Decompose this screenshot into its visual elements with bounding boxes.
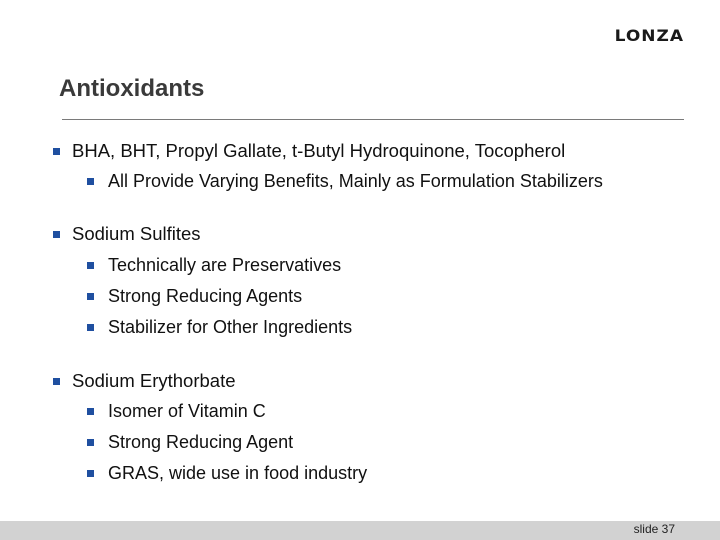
sub-bullet-item (87, 401, 266, 422)
sub-bullet-text: Technically are Preservatives (108, 255, 342, 275)
square-bullet-icon (87, 439, 94, 446)
bullet-text: Sodium Erythorbate (72, 370, 236, 391)
sub-bullet-item (87, 317, 352, 338)
sub-bullet-text: GRAS, wide use in food industry (108, 463, 368, 483)
bullet-text: Sodium Sulfites (72, 223, 201, 244)
sub-bullet-text: Isomer of Vitamin C (108, 401, 266, 421)
sub-bullet-item (87, 255, 341, 276)
sub-bullet-text: Strong Reducing Agent (108, 432, 294, 452)
square-bullet-icon (87, 262, 94, 269)
square-bullet-icon (53, 378, 60, 385)
sub-bullet-item (87, 286, 302, 307)
square-bullet-icon (87, 408, 94, 415)
square-bullet-icon (53, 231, 60, 238)
title-divider (62, 119, 684, 120)
square-bullet-icon (87, 470, 94, 477)
square-bullet-icon (53, 148, 60, 155)
sub-bullet-text: Stabilizer for Other Ingredients (108, 317, 353, 337)
bullet-text: BHA, BHT, Propyl Gallate, t-Butyl Hydroquinone, Tocopherol (72, 140, 566, 161)
sub-bullet-text: Strong Reducing Agents (108, 286, 303, 306)
slide-number: slide 37 (633, 522, 675, 536)
bullet-item (53, 140, 565, 162)
footer-bar (0, 521, 720, 540)
sub-bullet-text: All Provide Varying Benefits, Mainly as Formulation Stabilizers (108, 171, 603, 191)
sub-bullet-item (87, 432, 293, 453)
bullet-item (53, 223, 201, 245)
sub-bullet-item (87, 463, 367, 484)
bullet-item (53, 370, 236, 392)
slide-title: Antioxidants (59, 75, 205, 102)
sub-bullet-item (87, 171, 603, 192)
lonza-logo: LONZA (614, 26, 684, 46)
square-bullet-icon (87, 293, 94, 300)
square-bullet-icon (87, 324, 94, 331)
square-bullet-icon (87, 178, 94, 185)
